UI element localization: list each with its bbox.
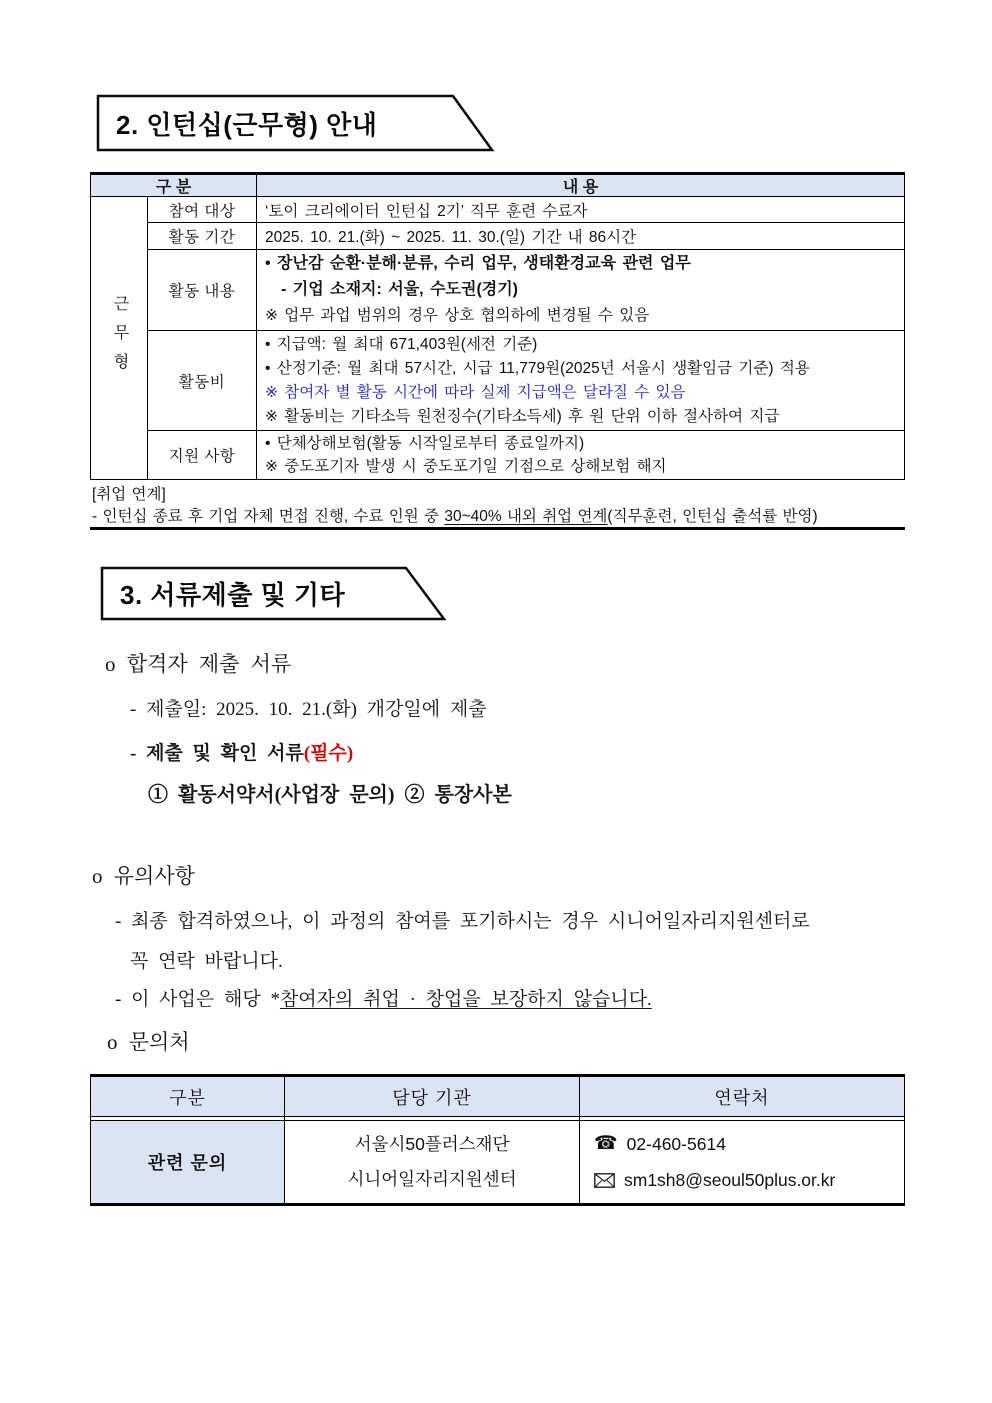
- contact-row-label: 관련 문의: [91, 1121, 285, 1203]
- group-label-vertical: 근무형: [111, 294, 128, 382]
- contact-heading: o 문의처: [107, 1030, 190, 1054]
- note-suffix: (직무훈련, 인턴십 출석률 반영): [607, 508, 818, 525]
- row-label: 활동 기간: [148, 223, 257, 249]
- contact-table: [90, 1074, 905, 1206]
- row-text-blue: ※ 참여자 별 활동 시간에 따라 실제 지급액은 달라질 수 있음: [265, 383, 686, 401]
- submit-date-line: - 제출일: 2025. 10. 21.(화) 개강일에 제출: [130, 699, 487, 720]
- section3-title: 3. 서류제출 및 기타: [120, 580, 346, 610]
- internship-info-table: [90, 172, 905, 530]
- notice-line1-cont: 꼭 연락 바랍니다.: [130, 951, 283, 972]
- submit-docs-heading: o 합격자 제출 서류: [105, 652, 292, 676]
- envelope-icon: [594, 1173, 615, 1188]
- phone-line: [594, 1126, 726, 1162]
- row-text: - 기업 소재지: 서울, 수도권(경기): [281, 281, 519, 298]
- table-row: [148, 431, 904, 479]
- section3-banner: [100, 565, 450, 622]
- email-line: [594, 1162, 835, 1198]
- row-text: • 장난감 순환·분해·분류, 수리 업무, 생태환경교육 관련 업무: [265, 255, 691, 272]
- notice-heading: o 유의사항: [92, 864, 195, 888]
- submit-docs-label: - 제출 및 확인 서류: [130, 743, 304, 764]
- row-text: • 단체상해보험(활동 시작일로부터 종료일까지): [265, 435, 585, 452]
- table1-group-cell: [91, 197, 148, 479]
- required-docs-list: ① 활동서약서(사업장 문의) ② 통장사본: [148, 784, 512, 806]
- table1-rows: [148, 197, 904, 479]
- note-prefix: - 인턴십 종료 후 기업 자체 면접 진행, 수료 인원 중: [92, 508, 445, 525]
- section2-banner: [96, 93, 496, 153]
- row-text: • 지급액: 월 최대 671,403원(세전 기준): [265, 335, 538, 353]
- contact-header-org: 담당 기관: [285, 1077, 580, 1117]
- note-underlined: 30~40% 내외 취업 연계: [444, 508, 608, 525]
- row-label: 활동 내용: [148, 250, 257, 330]
- row-text: ※ 중도포기자 발생 시 중도포기일 기점으로 상해보험 해지: [265, 458, 667, 475]
- table1-header-naeyong: 내 용: [562, 179, 599, 196]
- table1-header-row: [90, 172, 905, 197]
- table-row: [148, 250, 904, 331]
- section2-title: 2. 인턴십(근무형) 안내: [116, 109, 378, 140]
- notice-line1: - 최종 합격하였으나, 이 과정의 참여를 포기하시는 경우 시니어일자리지원센터로: [115, 911, 810, 932]
- table1-header-gubun: 구 분: [91, 175, 257, 196]
- table-row: [148, 223, 904, 250]
- org-name-1: 서울시50플러스재단: [354, 1134, 510, 1154]
- row-text: 2025. 10. 21.(화) ~ 2025. 11. 30.(일) 기간 내 86시간: [265, 229, 637, 246]
- email-address: sm1sh8@seoul50plus.or.kr: [624, 1170, 836, 1190]
- notice-line2: [115, 984, 652, 1011]
- contact-header-gubun: 구분: [91, 1077, 285, 1117]
- row-label: 참여 대상: [148, 197, 257, 222]
- contact-cell: [580, 1121, 904, 1203]
- employment-link-title: [취업 연계]: [92, 486, 166, 503]
- row-text: ※ 업무 과업 범위의 경우 상호 협의하에 변경될 수 있음: [265, 307, 650, 324]
- row-text: ‘토이 크리에이터 인턴십 2기’ 직무 훈련 수료자: [265, 202, 588, 220]
- row-text: • 산정기준: 월 최대 57시간, 시급 11,779원(2025년 서울시 생활임금 기준) 적용: [265, 359, 810, 377]
- required-flag: (필수): [303, 743, 354, 764]
- row-label: 지원 사항: [148, 431, 257, 479]
- row-text: ※ 활동비는 기타소득 원천징수(기타소득세) 후 원 단위 이하 절사하여 지급: [265, 407, 780, 425]
- contact-header-contact: 연락처: [580, 1077, 904, 1117]
- employment-link-note: [90, 480, 905, 530]
- table1-body: [90, 197, 905, 480]
- table-row: [148, 331, 904, 431]
- phone-number: 02-460-5614: [626, 1134, 726, 1154]
- employment-link-text: [92, 506, 903, 528]
- row-label: 활동비: [148, 331, 257, 430]
- notice-line2-underlined: 참여자의 취업 · 창업을 보장하지 않습니다.: [279, 989, 652, 1010]
- org-name-2: 시니어일자리지원센터: [347, 1169, 517, 1189]
- org-cell: [285, 1121, 580, 1203]
- table-row: [148, 197, 904, 223]
- submit-docs-line: [130, 738, 353, 765]
- phone-icon: ☎: [594, 1133, 618, 1154]
- notice-line2-prefix: - 이 사업은 해당 *: [115, 989, 280, 1010]
